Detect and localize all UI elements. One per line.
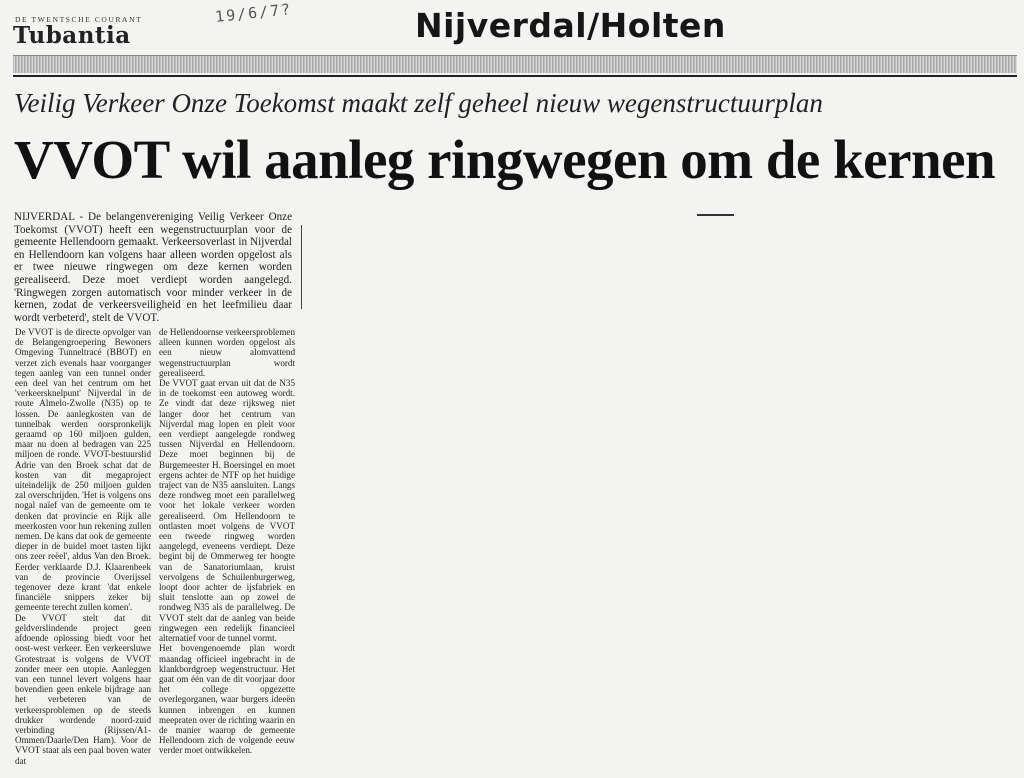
section-title: Nijverdal/Holten [415,6,726,45]
header-hatched-rule [13,55,1017,73]
column-paragraph: Het bovengenoemde plan wordt maandag officieel ingebracht in de klankbordgroep wegenstructuur. Het gaat om één van de dit voorjaar door het college opgezette overlegorganen, waar burgers ideeën kunnen inbrengen en kunnen meepraten over de richting waarin en de manier waarop de gemeente Hellendoorn zich de volgende eeuw verder moet ontwikkelen. [159,643,295,756]
masthead-subtitle: DE TWENTSCHE COURANT [15,15,143,24]
decorative-dash [697,214,734,216]
header-rule [13,75,1017,77]
lead-side-rule [301,225,302,309]
article-lead: NIJVERDAL - De belangenvereniging Veilig Verkeer Onze Toekomst (VVOT) heeft een wegenstructuurplan voor de gemeente Hellendoorn gemaakt. Verkeersoverlast in Nijverdal en Hellendoorn kan volgens haar alleen worden opgelost als er twee nieuwe ringwegen om deze kernen worden gerealiseerd. Deze moet verdiept worden aangelegd. 'Ringwegen zorgen automatisch voor minder verkeer in de kernen, zodat de verkeersveiligheid en het leefmilieu daar wordt verbeterd', stelt de VVOT. [14,211,292,324]
column-paragraph: De VVOT is de directe opvolger van de Belangengroepering Bewoners Omgeving Tunneltracé (BBOT) en verzet zich evenals haar voorganger tegen aanleg van een tunnel onder een deel van het centrum om het 'verkeersknelpunt' Nijverdal in de route Almelo-Zwolle (N35) op te lossen. De aanlegkosten van de tunnelbak werden oorspronkelijk geraamd op 160 miljoen gulden, maar nu doen al bedragen van 225 miljoen de ronde. VVOT-bestuurslid Adrie van den Broek schat dat de kosten van dit megaproject uiteindelijk de 250 miljoen gulden zal overschrijden. 'Het is volgens ons nogal naïef van de gemeente om te denken dat provincie en Rijk alle meerkosten voor hun rekening zullen nemen. De kans dat ook de gemeente dieper in de buidel moet tasten lijkt ons zeer reëel', aldus Van den Broek. Eerder verklaarde D.J. Klaarenbeek van de provincie Overijssel tegenover deze krant 'dat enkele financiële snippers zeker bij gemeente terecht zullen komen'. [15,327,151,613]
article-headline: VVOT wil aanleg ringwegen om de kernen [14,129,996,190]
article-column-1 [15,327,151,766]
masthead-logo: Tubantia [13,22,131,49]
column-paragraph: De VVOT gaat ervan uit dat de N35 in de toekomst een autoweg wordt. Ze vindt dat deze rijksweg niet langer door het centrum van Nijverdal mag lopen en pleit voor een verdiept aangelegde rondweg tussen Nijverdal en Hellendoorn. Deze moet beginnen bij de Burgemeester H. Boersingel en moet ergens achter de NTF op het huidige traject van de N35 aansluiten. Langs deze rondweg moet een parallelweg voor het lokale verkeer worden gerealiseerd. Om Hellendoorn te ontlasten moet volgens de VVOT een tweede ringweg worden aangelegd, eveneens verdiept. Deze begint bij de Ommerweg ter hoogte van de Sanatoriumlaan, kruist vervolgens de Schuilenburgerweg, loopt door achter de ijsfabriek en sluit tenslotte aan op zowel de rondweg N35 als de parallelweg. De VVOT stelt dat de aanleg van beide ringwegen een redelijk financieel alternatief voor de tunnel vormt. [159,378,295,644]
column-paragraph: de Hellendoornse verkeersproblemen alleen kunnen worden opgelost als een nieuw alomvattend wegenstructuurplan wordt gerealiseerd. [159,327,295,378]
article-kicker: Veilig Verkeer Onze Toekomst maakt zelf geheel nieuw wegenstructuurplan [14,88,823,118]
handwritten-date: 19/6/7? [214,0,293,26]
article-column-2 [159,327,295,756]
column-paragraph: De VVOT stelt dat dit geldverslindende project geen afdoende oplossing biedt voor het oost-west verkeer. Een verkeersluwe Grotestraat is volgens de VVOT zonder meer een utopie. Aanleggen van een tunnel levert volgens haar bovendien geen enkele bijdrage aan het verbeteren van de verkeersproblemen op de steeds drukker wordende noord-zuid verbinding (Rijssen/A1-Ommen/Daarle/Den Ham). Voor de VVOT staat als een paal boven water dat [15,612,151,766]
